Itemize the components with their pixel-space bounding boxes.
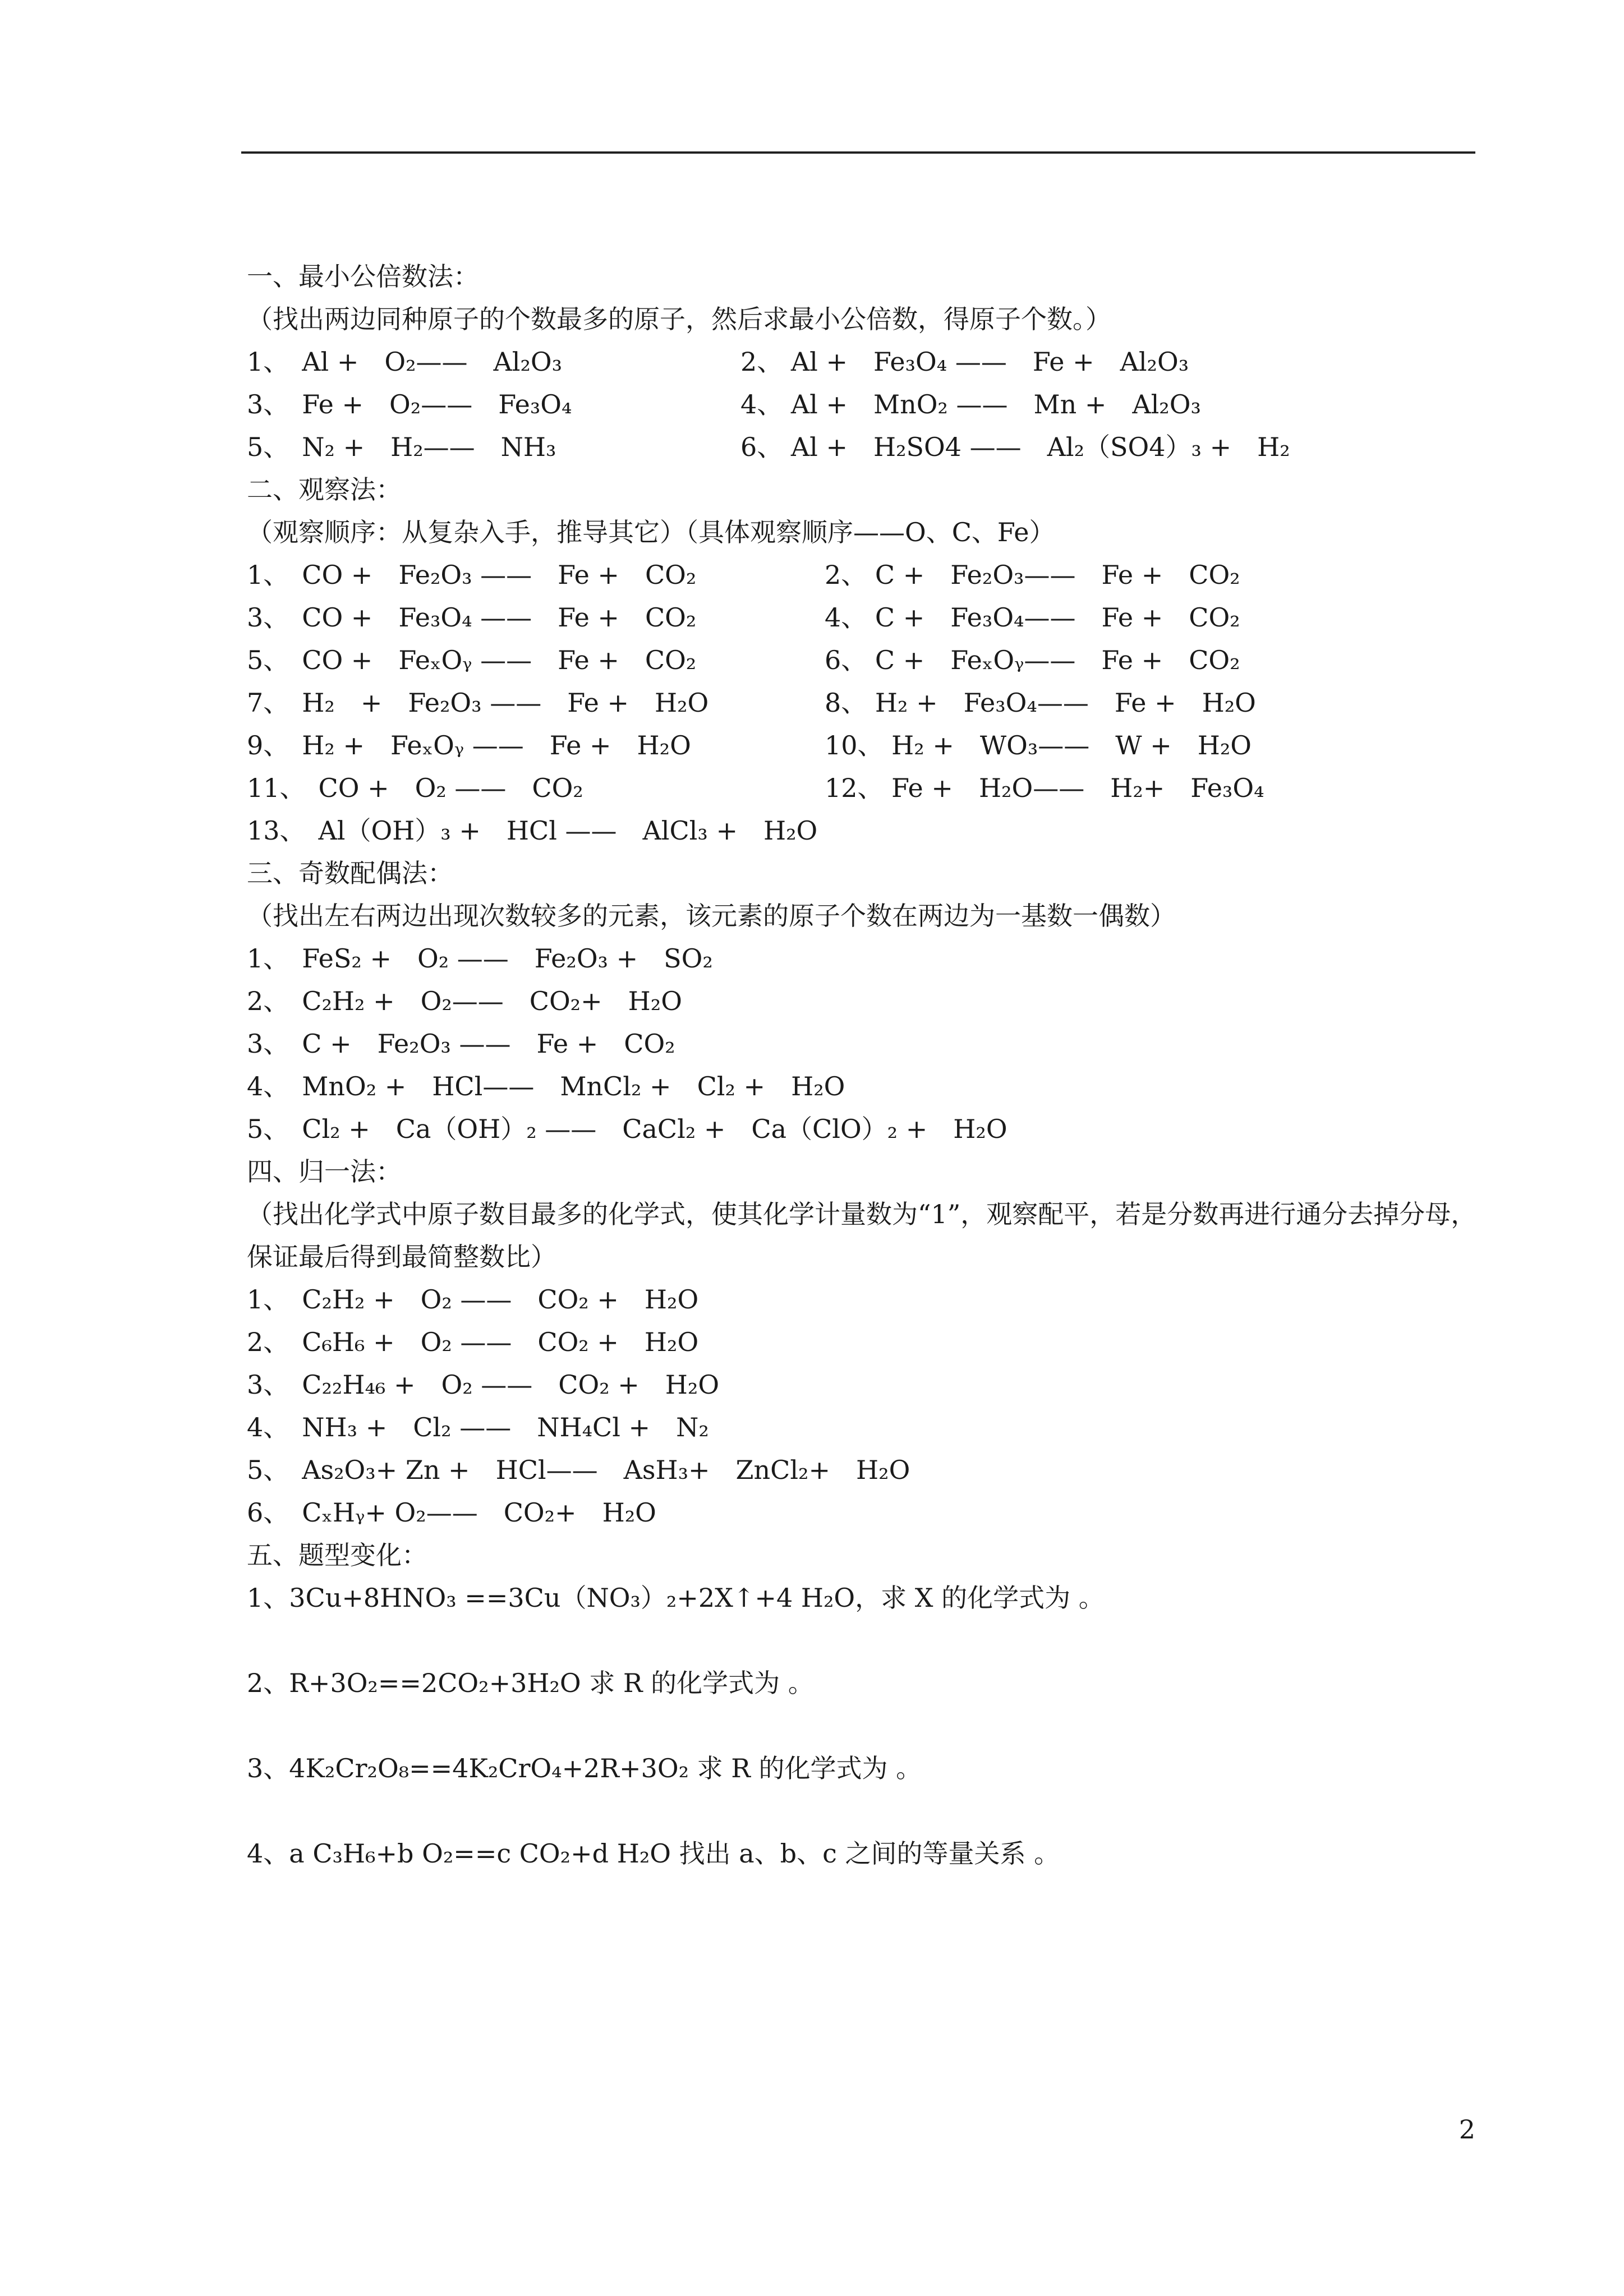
- equation: 1、 Al + O₂—— Al₂O₃: [247, 347, 563, 377]
- equation-row: [247, 937, 1481, 980]
- equation-row: [247, 1363, 1481, 1406]
- equation-row: [247, 383, 1481, 426]
- section-title: 二、观察法：: [247, 474, 402, 505]
- equation-row: [247, 1449, 1481, 1491]
- equation: 3、 CO + Fe₃O₄ —— Fe + CO₂: [247, 602, 697, 633]
- section-hint: （找出化学式中原子数目最多的化学式，使其化学计量数为“1”，观察配平，若是分数再进行通分去掉分母，保证最后得到最简整数比）: [247, 1199, 1477, 1272]
- page-number: 2: [1459, 2114, 1475, 2145]
- header-rule: [241, 151, 1475, 154]
- section-title: 一、最小公倍数法：: [247, 261, 479, 292]
- equation: 8、 H₂ + Fe₃O₄—— Fe + H₂O: [825, 688, 1256, 718]
- equation: 1、 C₂H₂ + O₂ —— CO₂ + H₂O: [247, 1284, 699, 1315]
- equation: 6、 Al + H₂SO4 —— Al₂（SO4）₃ + H₂: [740, 432, 1290, 462]
- equation: 4、 C + Fe₃O₄—— Fe + CO₂: [825, 602, 1240, 633]
- equation-row: [247, 767, 1481, 809]
- equation: 4、 Al + MnO₂ —— Mn + Al₂O₃: [740, 389, 1201, 419]
- equation-row: [247, 1321, 1481, 1363]
- equation: 2、 C₂H₂ + O₂—— CO₂+ H₂O: [247, 986, 682, 1016]
- section-hint: （找出左右两边出现次数较多的元素，该元素的原子个数在两边为一基数一偶数）: [247, 901, 1176, 931]
- equation: 2、 Al + Fe₃O₄ —— Fe + Al₂O₃: [740, 347, 1189, 377]
- section-hint: （找出两边同种原子的个数最多的原子，然后求最小公倍数，得原子个数。）: [247, 304, 1111, 334]
- equation: 4、 MnO₂ + HCl—— MnCl₂ + Cl₂ + H₂O: [247, 1071, 845, 1101]
- equation-row: [247, 1406, 1481, 1449]
- section-title: 三、奇数配偶法：: [247, 858, 453, 888]
- equation: 12、 Fe + H₂O—— H₂+ Fe₃O₄: [825, 773, 1264, 803]
- equation: 5、 CO + FeₓOᵧ —— Fe + CO₂: [247, 645, 697, 675]
- equation: 13、 Al（OH）₃ + HCl —— AlCl₃ + H₂O: [247, 815, 818, 846]
- equation-row: [247, 1491, 1481, 1534]
- document-body: [247, 255, 1481, 1875]
- question: 2、R+3O₂==2CO₂+3H₂O 求 R 的化学式为 。: [247, 1668, 814, 1698]
- equation: 3、 C + Fe₂O₃ —— Fe + CO₂: [247, 1029, 675, 1059]
- section-title: 四、归一法：: [247, 1156, 402, 1187]
- section-hint: （观察顺序：从复杂入手，推导其它）（具体观察顺序——O、C、Fe）: [247, 517, 1055, 547]
- section-title: 五、题型变化：: [247, 1540, 427, 1570]
- equation: 7、 H₂ + Fe₂O₃ —— Fe + H₂O: [247, 688, 709, 718]
- equation-row: [247, 596, 1481, 639]
- question: 4、a C₃H₆+b O₂==c CO₂+d H₂O 找出 a、b、c 之间的等量关系 。: [247, 1838, 1060, 1869]
- answer-space: [247, 1704, 1481, 1747]
- equation: 5、 N₂ + H₂—— NH₃: [247, 432, 556, 462]
- equation-row: [247, 1065, 1481, 1108]
- equation: 5、 As₂O₃+ Zn + HCl—— AsH₃+ ZnCl₂+ H₂O: [247, 1455, 910, 1485]
- equation: 1、 FeS₂ + O₂ —— Fe₂O₃ + SO₂: [247, 943, 713, 974]
- equation-row: [247, 554, 1481, 596]
- equation: 1、 CO + Fe₂O₃ —— Fe + CO₂: [247, 560, 697, 590]
- equation: 6、 CₓHᵧ+ O₂—— CO₂+ H₂O: [247, 1497, 656, 1528]
- equation-row: [247, 809, 1481, 852]
- equation-row: [247, 980, 1481, 1022]
- equation: 6、 C + FeₓOᵧ—— Fe + CO₂: [825, 645, 1240, 675]
- equation-row: [247, 639, 1481, 681]
- equation-row: [247, 340, 1481, 383]
- equation-row: [247, 1108, 1481, 1150]
- equation-row: [247, 426, 1481, 468]
- equation: 5、 Cl₂ + Ca（OH）₂ —— CaCl₂ + Ca（ClO）₂ + H₂O: [247, 1114, 1007, 1144]
- equation: 3、 C₂₂H₄₆ + O₂ —— CO₂ + H₂O: [247, 1370, 720, 1400]
- equation: 10、 H₂ + WO₃—— W + H₂O: [825, 730, 1252, 760]
- answer-space: [247, 1790, 1481, 1832]
- equation-row: [247, 724, 1481, 767]
- question: 1、3Cu+8HNO₃ ==3Cu（NO₃）₂+2X↑+4 H₂O，求 X 的化学式为 。: [247, 1583, 1105, 1613]
- equation: 2、 C + Fe₂O₃—— Fe + CO₂: [825, 560, 1240, 590]
- question: 3、4K₂Cr₂O₈==4K₂CrO₄+2R+3O₂ 求 R 的化学式为 。: [247, 1753, 922, 1783]
- equation: 11、 CO + O₂ —— CO₂: [247, 773, 583, 803]
- equation-row: [247, 681, 1481, 724]
- equation: 3、 Fe + O₂—— Fe₃O₄: [247, 389, 572, 419]
- answer-space: [247, 1619, 1481, 1662]
- equation: 9、 H₂ + FeₓOᵧ —— Fe + H₂O: [247, 730, 691, 760]
- equation: 2、 C₆H₆ + O₂ —— CO₂ + H₂O: [247, 1327, 699, 1357]
- equation: 4、 NH₃ + Cl₂ —— NH₄Cl + N₂: [247, 1412, 709, 1442]
- equation-row: [247, 1022, 1481, 1065]
- equation-row: [247, 1278, 1481, 1321]
